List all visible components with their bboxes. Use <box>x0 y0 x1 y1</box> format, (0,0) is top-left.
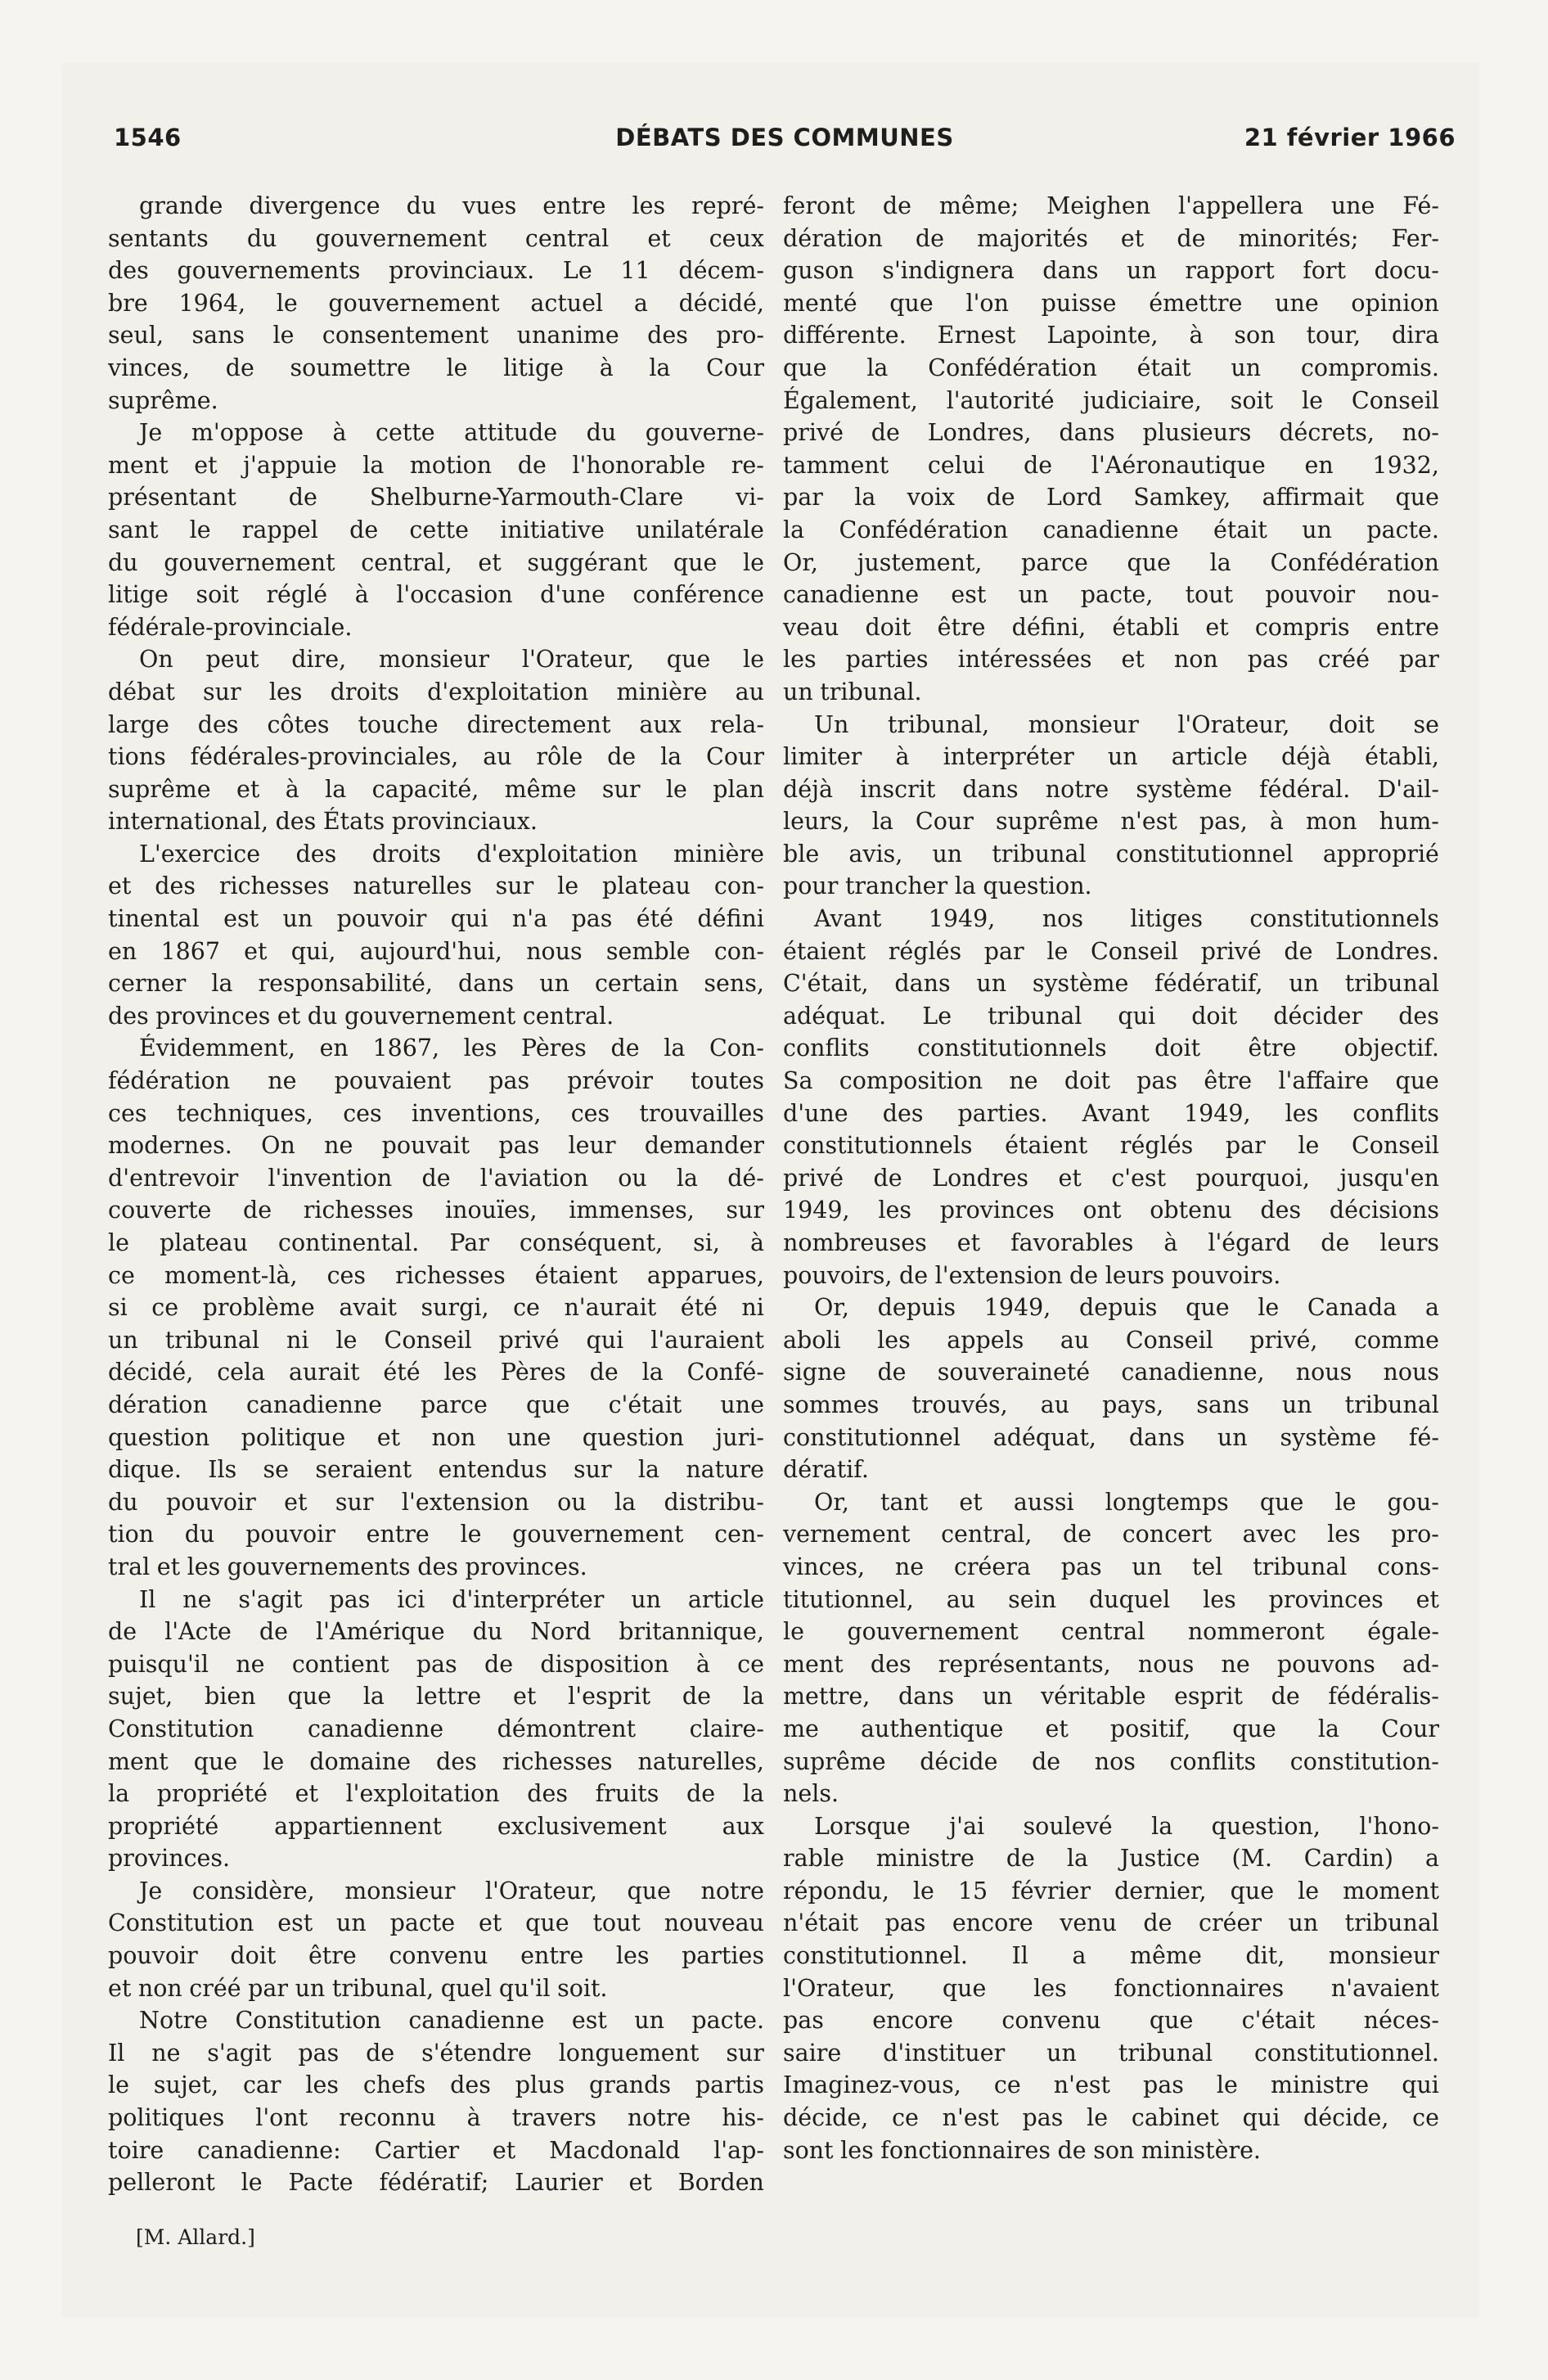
text-line: suprême. <box>108 386 218 414</box>
journal-title: DÉBATS DES COMMUNES <box>615 124 954 151</box>
text-line: Un tribunal, monsieur l'Orateur, doit se <box>814 710 1439 738</box>
text-line: Constitution est un pacte et que tout nouveau <box>108 1909 764 1937</box>
text-line: ble avis, un tribunal constitutionnel approprié <box>783 840 1439 868</box>
text-line: pour trancher la question. <box>783 872 1092 900</box>
text-line: propriété appartiennent exclusivement aux <box>108 1812 764 1840</box>
paragraph <box>783 903 1439 1291</box>
paragraph <box>783 190 1439 709</box>
text-line: menté que l'on puisse émettre une opinion <box>783 289 1439 317</box>
text-line: vernement central, de concert avec les pro- <box>783 1521 1439 1548</box>
text-line: toire canadienne: Cartier et Macdonald l'ap- <box>108 2136 764 2164</box>
text-line: dique. Ils se seraient entendus sur la nature <box>108 1456 764 1484</box>
text-line: international, des États provinciaux. <box>108 808 538 836</box>
text-line: limiter à interpréter un article déjà établi, <box>783 743 1439 771</box>
text-line: saire d'instituer un tribunal constitutionnel. <box>783 2039 1439 2067</box>
text-line: large des côtes touche directement aux rela- <box>108 710 764 738</box>
speaker-attribution: [M. Allard.] <box>136 2225 255 2249</box>
text-line: et des richesses naturelles sur le plateau con- <box>108 872 764 900</box>
text-line: feront de même; Meighen l'appellera une Fé- <box>783 192 1439 219</box>
text-line: veau doit être défini, établi et compris entre <box>783 613 1439 641</box>
text-line: nels. <box>783 1780 839 1808</box>
text-line: Je considère, monsieur l'Orateur, que notre <box>139 1877 764 1904</box>
text-line: du gouvernement central, et suggérant que le <box>108 548 764 576</box>
paragraph <box>108 643 764 838</box>
text-line: privé de Londres, dans plusieurs décrets, no- <box>783 419 1439 447</box>
text-line: Il ne s'agit pas ici d'interpréter un article <box>139 1585 764 1613</box>
right-column <box>783 190 1439 2166</box>
text-line: par la voix de Lord Samkey, affirmait que <box>783 484 1439 512</box>
text-line: dératif. <box>783 1456 869 1484</box>
text-line: la Confédération canadienne était un pacte. <box>783 516 1439 543</box>
text-line: canadienne est un pacte, tout pouvoir nou- <box>783 581 1439 609</box>
text-line: grande divergence du vues entre les repré- <box>139 192 764 219</box>
text-line: en 1867 et qui, aujourd'hui, nous semble con- <box>108 937 764 965</box>
text-line: déjà inscrit dans notre système fédéral. D'ail- <box>783 775 1439 803</box>
text-line: signe de souveraineté canadienne, nous nous <box>783 1359 1439 1386</box>
text-line: couverte de richesses inouïes, immenses, sur <box>108 1197 764 1224</box>
paragraph <box>108 838 764 1033</box>
paragraph <box>108 1875 764 2004</box>
text-line: seul, sans le consentement unanime des pro- <box>108 322 764 349</box>
text-line: répondu, le 15 février dernier, que le moment <box>783 1877 1439 1904</box>
text-line: provinces. <box>108 1845 231 1873</box>
text-line: fédérale-provinciale. <box>108 613 353 641</box>
text-line: et non créé par un tribunal, quel qu'il soit. <box>108 1974 608 2002</box>
text-line: n'était pas encore venu de créer un tribunal <box>783 1909 1439 1937</box>
left-column <box>108 190 764 2199</box>
text-line: différente. Ernest Lapointe, à son tour, dira <box>783 322 1439 349</box>
text-line: ces techniques, ces inventions, ces trouvailles <box>108 1099 764 1127</box>
text-line: nombreuses et favorables à l'égard de leurs <box>783 1229 1439 1256</box>
text-line: tions fédérales-provinciales, au rôle de la Cour <box>108 743 764 771</box>
text-line: mettre, dans un véritable esprit de fédéralis- <box>783 1683 1439 1711</box>
text-line: privé de Londres et c'est pourquoi, jusqu'en <box>783 1164 1439 1192</box>
text-line: d'entrevoir l'invention de l'aviation ou la dé- <box>108 1164 764 1192</box>
text-line: 1949, les provinces ont obtenu des décisions <box>783 1197 1439 1224</box>
paragraph <box>783 709 1439 904</box>
text-line: décidé, cela aurait été les Pères de la Confé- <box>108 1359 764 1386</box>
text-line: sentants du gouvernement central et ceux <box>108 224 764 252</box>
text-line: Or, depuis 1949, depuis que le Canada a <box>814 1294 1439 1322</box>
text-line: aboli les appels au Conseil privé, comme <box>783 1326 1439 1354</box>
text-line: de l'Acte de l'Amérique du Nord britannique, <box>108 1618 764 1646</box>
text-line: Notre Constitution canadienne est un pacte. <box>139 2007 764 2035</box>
paragraph <box>108 2004 764 2199</box>
text-line: sommes trouvés, au pays, sans un tribunal <box>783 1391 1439 1418</box>
text-line: L'exercice des droits d'exploitation minière <box>139 840 764 868</box>
text-line: conflits constitutionnels doit être objectif. <box>783 1034 1439 1062</box>
text-line: le gouvernement central nommeront égale- <box>783 1618 1439 1646</box>
text-line: présentant de Shelburne-Yarmouth-Clare vi- <box>108 484 764 512</box>
text-line: Or, justement, parce que la Confédération <box>783 548 1439 576</box>
text-line: pas encore convenu que c'était néces- <box>783 2007 1439 2035</box>
text-line: sont les fonctionnaires de son ministère. <box>783 2136 1261 2164</box>
text-line: d'une des parties. Avant 1949, les conflits <box>783 1099 1439 1127</box>
text-line: Il ne s'agit pas de s'étendre longuement sur <box>108 2039 764 2067</box>
text-line: politiques l'ont reconnu à travers notre his- <box>108 2104 764 2132</box>
text-line: ment des représentants, nous ne pouvons ad- <box>783 1650 1439 1678</box>
text-line: le plateau continental. Par conséquent, si, à <box>108 1229 764 1256</box>
paragraph <box>783 1291 1439 1486</box>
text-line: me authentique et positif, que la Cour <box>783 1715 1439 1742</box>
text-line: Constitution canadienne démontrent claire- <box>108 1715 764 1742</box>
text-line: ment que le domaine des richesses naturelles, <box>108 1747 764 1775</box>
text-line: puisqu'il ne contient pas de disposition à ce <box>108 1650 764 1678</box>
text-line: bre 1964, le gouvernement actuel a décidé, <box>108 289 764 317</box>
text-line: vinces, ne créera pas un tel tribunal cons- <box>783 1553 1439 1580</box>
text-line: Sa composition ne doit pas être l'affaire que <box>783 1067 1439 1095</box>
text-line: du pouvoir et sur l'extension ou la distribu- <box>108 1488 764 1516</box>
text-line: litige soit réglé à l'occasion d'une conférence <box>108 581 764 609</box>
text-line: constitutionnels étaient réglés par le Conseil <box>783 1132 1439 1160</box>
text-line: Or, tant et aussi longtemps que le gou- <box>814 1488 1439 1516</box>
text-line: des gouvernements provinciaux. Le 11 décem- <box>108 257 764 285</box>
text-line: pouvoirs, de l'extension de leurs pouvoirs. <box>783 1261 1281 1289</box>
text-line: C'était, dans un système fédératif, un tribunal <box>783 970 1439 998</box>
paragraph <box>108 1032 764 1583</box>
text-line: constitutionnel. Il a même dit, monsieur <box>783 1942 1439 1970</box>
text-line: tinental est un pouvoir qui n'a pas été défini <box>108 905 764 933</box>
text-line: étaient réglés par le Conseil privé de Londres. <box>783 937 1439 965</box>
paragraph <box>783 1486 1439 1810</box>
text-line: la propriété et l'exploitation des fruits de la <box>108 1780 764 1808</box>
text-line: un tribunal ni le Conseil privé qui l'auraient <box>108 1326 764 1354</box>
page-header <box>114 121 1456 162</box>
text-line: que la Confédération était un compromis. <box>783 354 1439 381</box>
text-line: guson s'indignera dans un rapport fort docu- <box>783 257 1439 285</box>
text-line: Évidemment, en 1867, les Pères de la Con- <box>139 1034 764 1062</box>
paragraph <box>108 190 764 417</box>
text-line: Je m'oppose à cette attitude du gouverne- <box>139 419 764 447</box>
text-line: débat sur les droits d'exploitation minière au <box>108 678 764 705</box>
text-line: un tribunal. <box>783 678 922 705</box>
text-line: cerner la responsabilité, dans un certain sens, <box>108 970 764 998</box>
paragraph <box>783 1810 1439 2167</box>
text-line: décide, ce n'est pas le cabinet qui décide, ce <box>783 2104 1439 2132</box>
text-line: ment et j'appuie la motion de l'honorable re- <box>108 451 764 479</box>
text-line: tamment celui de l'Aéronautique en 1932, <box>783 451 1439 479</box>
text-line: Imaginez-vous, ce n'est pas le ministre qui <box>783 2071 1439 2099</box>
text-line: On peut dire, monsieur l'Orateur, que le <box>139 646 764 674</box>
text-line: tral et les gouvernements des provinces. <box>108 1553 587 1580</box>
paragraph <box>108 417 764 643</box>
text-line: leurs, la Cour suprême n'est pas, à mon hum- <box>783 808 1439 836</box>
text-line: pouvoir doit être convenu entre les parties <box>108 1942 764 1970</box>
text-line: le sujet, car les chefs des plus grands partis <box>108 2071 764 2099</box>
text-line: fédération ne pouvaient pas prévoir toutes <box>108 1067 764 1095</box>
text-line: rable ministre de la Justice (M. Cardin) a <box>783 1845 1439 1873</box>
text-line: question politique et non une question juri- <box>108 1423 764 1451</box>
text-line: sujet, bien que la lettre et l'esprit de la <box>108 1683 764 1711</box>
text-line: si ce problème avait surgi, ce n'aurait été ni <box>108 1294 764 1322</box>
text-line: Avant 1949, nos litiges constitutionnels <box>814 905 1439 933</box>
text-line: suprême et à la capacité, même sur le plan <box>108 775 764 803</box>
text-line: modernes. On ne pouvait pas leur demander <box>108 1132 764 1160</box>
text-line: des provinces et du gouvernement central. <box>108 1002 614 1030</box>
text-line: tion du pouvoir entre le gouvernement cen- <box>108 1521 764 1548</box>
text-line: suprême décide de nos conflits constitution- <box>783 1747 1439 1775</box>
page-date: 21 février 1966 <box>1244 124 1456 151</box>
text-line: ce moment-là, ces richesses étaient apparues, <box>108 1261 764 1289</box>
text-line: Également, l'autorité judiciaire, soit le Conseil <box>783 386 1439 414</box>
text-line: titutionnel, au sein duquel les provinces et <box>783 1585 1439 1613</box>
text-line: sant le rappel de cette initiative unilatérale <box>108 516 764 543</box>
paragraph <box>108 1584 764 1875</box>
text-line: adéquat. Le tribunal qui doit décider des <box>783 1002 1439 1030</box>
text-line: pelleront le Pacte fédératif; Laurier et Borden <box>108 2169 764 2197</box>
page-number: 1546 <box>114 124 182 151</box>
text-line: vinces, de soumettre le litige à la Cour <box>108 354 764 381</box>
text-line: dération canadienne parce que c'était une <box>108 1391 764 1418</box>
text-line: Lorsque j'ai soulevé la question, l'hono- <box>814 1812 1439 1840</box>
text-line: l'Orateur, que les fonctionnaires n'avaient <box>783 1974 1439 2002</box>
text-line: les parties intéressées et non pas créé par <box>783 646 1439 674</box>
text-line: dération de majorités et de minorités; Fer- <box>783 224 1439 252</box>
text-line: constitutionnel adéquat, dans un système fé- <box>783 1423 1439 1451</box>
